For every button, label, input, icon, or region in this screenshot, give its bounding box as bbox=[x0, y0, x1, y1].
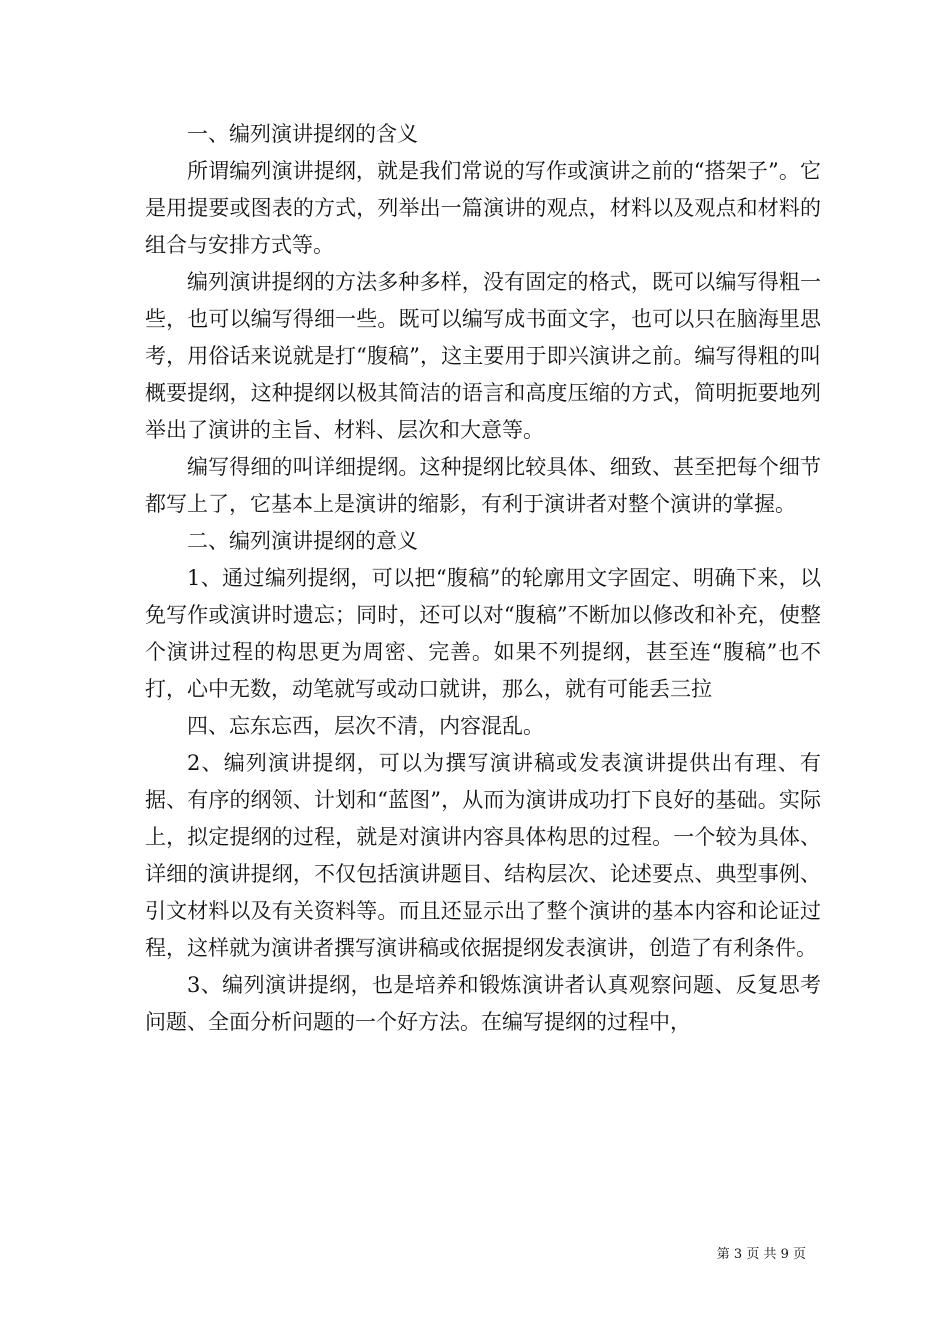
paragraph: 四、忘东忘西，层次不清，内容混乱。 bbox=[187, 714, 544, 738]
paragraph: 编列演讲提纲的方法多种多样，没有固定的格式，既可以编写得粗一些，也可以编写得细一些。既可以编写成书面文字，也可以只在脑海里思考，用俗话来说就是打“腹稿”，这主要用于即兴演讲之前。编写得粗的叫概要提纲，这种提纲以极其简洁的语言和高度压缩的方式，简明扼要地列举出了演讲的主旨、材料、层次和大意等。 bbox=[145, 270, 821, 442]
paragraph: 1、通过编列提纲，可以把“腹稿”的轮廓用文字固定、明确下来，以免写作或演讲时遗忘；同时，还可以对“腹稿”不断加以修改和补充，使整个演讲过程的构思更为周密、完善。如果不列提纲，甚至连“腹稿”也不打，心中无数，动笔就写或动口就讲，那么，就有可能丢三拉 bbox=[145, 566, 821, 701]
section-heading-2: 二、编列演讲提纲的意义 bbox=[187, 529, 418, 553]
document-body bbox=[145, 116, 821, 1041]
paragraph: 2、编列演讲提纲，可以为撰写演讲稿或发表演讲提供出有理、有据、有序的纲领、计划和“蓝图”，从而为演讲成功打下良好的基础。实际上，拟定提纲的过程，就是对演讲内容具体构思的过程。一个较为具体、详细的演讲提纲，不仅包括演讲题目、结构层次、论述要点、典型事例、引文材料以及有关资料等。而且还显示出了整个演讲的基本内容和论证过程，这样就为演讲者撰写演讲稿或依据提纲发表演讲，创造了有利条件。 bbox=[145, 751, 821, 960]
paragraph: 编写得细的叫详细提纲。这种提纲比较具体、细致、甚至把每个细节都写上了，它基本上是演讲的缩影，有利于演讲者对整个演讲的掌握。 bbox=[145, 455, 821, 516]
paragraph: 3、编列演讲提纲，也是培养和锻炼演讲者认真观察问题、反复思考问题、全面分析问题的一个好方法。在编写提纲的过程中， bbox=[145, 973, 821, 1034]
paragraph: 所谓编列演讲提纲，就是我们常说的写作或演讲之前的“搭架子”。它是用提要或图表的方式，列举出一篇演讲的观点，材料以及观点和材料的组合与安排方式等。 bbox=[145, 159, 821, 257]
page-number-footer: 第 3 页 共 9 页 bbox=[716, 1247, 806, 1262]
section-heading-1: 一、编列演讲提纲的含义 bbox=[187, 122, 418, 146]
